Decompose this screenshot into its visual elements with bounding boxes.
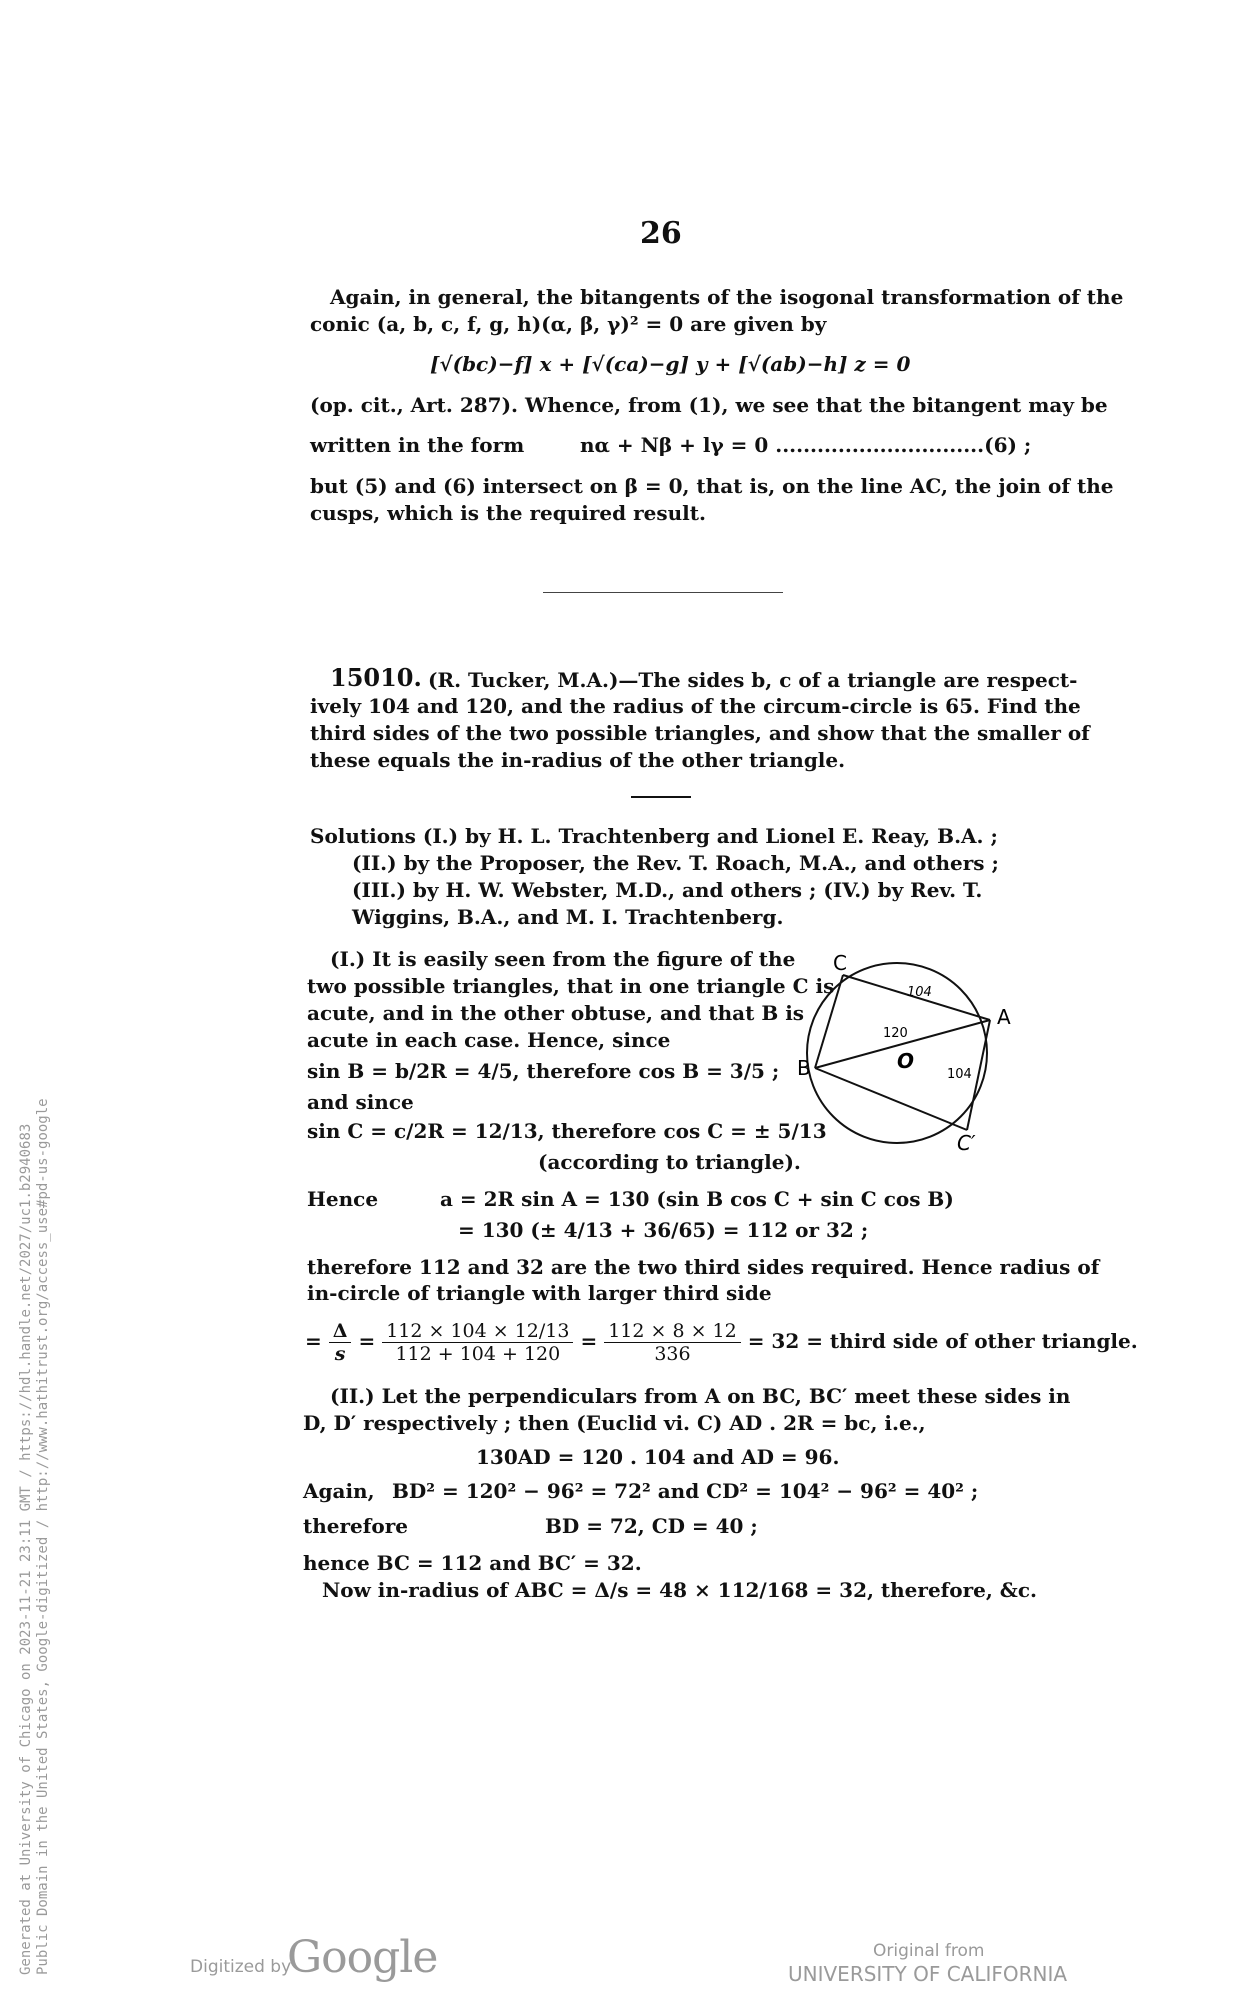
problem-number: 15010.: [330, 663, 422, 692]
digitized-by-label: Digitized by: [190, 1957, 292, 1977]
solvers-line-1: Solutions (I.) by H. L. Trachtenberg and Lionel E. Reay, B.A. ;: [310, 824, 998, 848]
google-logo: Google: [287, 1932, 438, 1983]
page-number: 26: [640, 216, 682, 251]
solution1-line-5: sin B = b/2R = 4/5, therefore cos B = 3/5 ;: [307, 1059, 780, 1083]
original-from-label: Original from: [873, 1941, 985, 1961]
length-104-right: 104: [947, 1067, 972, 1082]
solution2-line-7: Now in-radius of ABC = Δ/s = 48 × 112/168 = 32, therefore, &c.: [322, 1578, 1037, 1602]
equals-sign: =: [305, 1329, 329, 1353]
label-C-prime: C′: [957, 1131, 976, 1155]
hence-label: Hence: [307, 1187, 379, 1211]
continuation-line-5: but (5) and (6) intersect on β = 0, that is, on the line AC, the join of the: [310, 474, 1114, 498]
fraction-delta-over-s: [329, 1320, 352, 1365]
solution1-line-3: acute, and in the other obtuse, and that B is: [307, 1001, 805, 1025]
label-O: O: [897, 1049, 915, 1073]
continuation-line-4-left: written in the form: [310, 433, 525, 457]
equals-sign: =: [580, 1329, 605, 1353]
triangle-figure: [785, 950, 1020, 1155]
solution1-line-6: and since: [307, 1090, 414, 1114]
watermark-line-1: Generated at University of Chicago on 2023-11-21 23:11 GMT / https://hdl.handle.net/2027/uc1.b2940683: [18, 1123, 34, 1975]
fraction-numerator: 112 × 104 × 12/13: [382, 1320, 573, 1343]
solvers-line-3: (III.) by H. W. Webster, M.D., and others ; (IV.) by Rev. T.: [352, 878, 983, 902]
continuation-line-4-equation: nα + Nβ + lγ = 0 ..............................(6) ;: [580, 433, 1032, 457]
equation-tail: = 32 = third side of other triangle.: [747, 1329, 1138, 1353]
solution2-line-5: BD = 72, CD = 40 ;: [545, 1514, 758, 1538]
solution1-line-1: (I.) It is easily seen from the figure of the: [330, 947, 796, 971]
solution1-line-7: sin C = c/2R = 12/13, therefore cos C = ± 5/13: [307, 1119, 827, 1143]
label-C: C: [833, 951, 847, 975]
watermark-line-2: Public Domain in the United States, Google-digitized / http://www.hathitrust.org/access_use#pd-us-google: [35, 1098, 51, 1975]
bitangent-equation: [√(bc)−f] x + [√(ca)−g] y + [√(ab)−h] z = 0: [430, 352, 911, 376]
solution1-line-9: therefore 112 and 32 are the two third sides required. Hence radius of: [307, 1255, 1100, 1279]
hence-equation-1: a = 2R sin A = 130 (sin B cos C + sin C cos B): [440, 1187, 954, 1211]
hence-equation-2: = 130 (± 4/13 + 36/65) = 112 or 32 ;: [458, 1218, 869, 1242]
hathitrust-watermark: [18, 1098, 52, 1975]
side-BC: [815, 975, 843, 1068]
solution2-again-label: Again,: [303, 1479, 375, 1503]
fraction-simplified: [604, 1320, 741, 1365]
continuation-line-3: (op. cit., Art. 287). Whence, from (1), we see that the bitangent may be: [310, 393, 1108, 417]
length-120: 120: [883, 1026, 908, 1041]
inradius-equation: [305, 1313, 1138, 1369]
fraction-denominator: 336: [654, 1343, 691, 1365]
label-B: B: [797, 1056, 811, 1080]
solution2-line-4: BD² = 120² − 96² = 72² and CD² = 104² − 96² = 40² ;: [392, 1479, 979, 1503]
fraction-denominator: s: [334, 1343, 346, 1365]
fraction-product-over-sum: [382, 1320, 573, 1365]
solution2-line-6: hence BC = 112 and BC′ = 32.: [303, 1551, 642, 1575]
solution1-line-4: acute in each case. Hence, since: [307, 1028, 671, 1052]
solution1-line-10: in-circle of triangle with larger third side: [307, 1281, 772, 1305]
solution1-line-2: two possible triangles, that in one triangle C is: [307, 974, 835, 998]
solution1-line-8: (according to triangle).: [538, 1150, 801, 1174]
continuation-line-6: cusps, which is the required result.: [310, 501, 706, 525]
solvers-line-4: Wiggins, B.A., and M. I. Trachtenberg.: [352, 905, 784, 929]
solution2-line-2: D, D′ respectively ; then (Euclid vi. C) AD . 2R = bc, i.e.,: [303, 1411, 926, 1435]
continuation-line-2: conic (a, b, c, f, g, h)(α, β, γ)² = 0 are given by: [310, 312, 827, 336]
continuation-line-1: Again, in general, the bitangents of the isogonal transformation of the: [330, 285, 1124, 309]
fraction-numerator: Δ: [329, 1320, 352, 1343]
label-A: A: [997, 1005, 1011, 1029]
problem-line-2: ively 104 and 120, and the radius of the circum-circle is 65. Find the: [310, 694, 1081, 718]
solvers-line-2: (II.) by the Proposer, the Rev. T. Roach, M.A., and others ;: [352, 851, 999, 875]
problem-line-3: third sides of the two possible triangles, and show that the smaller of: [310, 721, 1090, 745]
fraction-numerator: 112 × 8 × 12: [604, 1320, 741, 1343]
problem-line-4: these equals the in-radius of the other triangle.: [310, 748, 846, 772]
problem-rule: [631, 796, 691, 798]
length-104-top: 104: [907, 985, 932, 1000]
solution2-therefore-label: therefore: [303, 1514, 408, 1538]
section-separator: [543, 592, 783, 593]
equals-sign: =: [358, 1329, 383, 1353]
fraction-denominator: 112 + 104 + 120: [395, 1343, 561, 1365]
solution2-line-1: (II.) Let the perpendiculars from A on BC, BC′ meet these sides in: [330, 1384, 1071, 1408]
solution2-line-3: 130AD = 120 . 104 and AD = 96.: [476, 1445, 840, 1469]
problem-line-1: (R. Tucker, M.A.)—The sides b, c of a triangle are respect-: [428, 668, 1078, 692]
university-label: UNIVERSITY OF CALIFORNIA: [788, 1962, 1068, 1986]
